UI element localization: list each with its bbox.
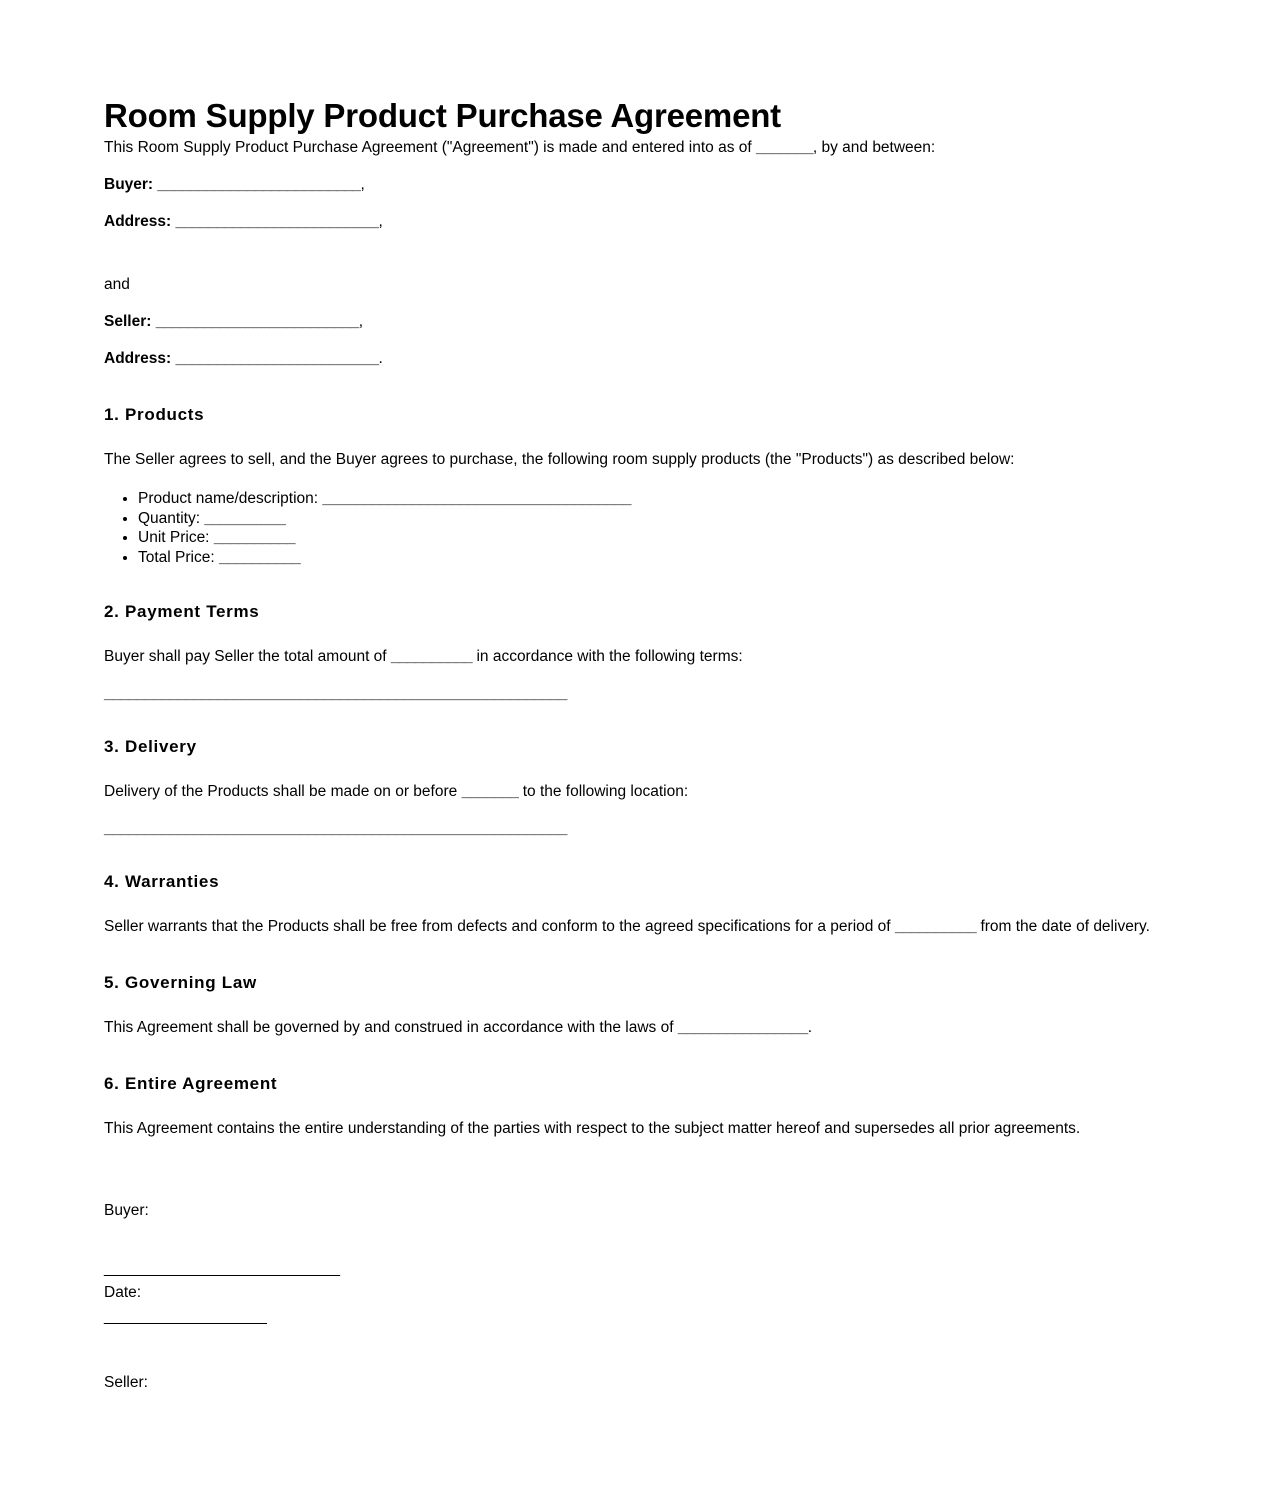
signature-spacer (104, 1223, 1159, 1257)
section-heading-payment-terms: 2. Payment Terms (104, 602, 260, 622)
payment-terms-text-before: Buyer shall pay Seller the total amount of (104, 648, 391, 666)
product-name-label: Product name/description: (138, 489, 323, 507)
list-item (138, 509, 1159, 529)
products-list (104, 489, 1159, 568)
delivery-paragraph (104, 780, 1159, 804)
total-price-label: Total Price: (138, 549, 219, 567)
signature-block (104, 1199, 1159, 1395)
seller-address-line (104, 347, 1159, 371)
page-title: Room Supply Product Purchase Agreement (104, 97, 781, 134)
quantity-blank[interactable]: __________ (204, 509, 286, 527)
buyer-address-label: Address: (104, 212, 172, 230)
unit-price-blank[interactable]: __________ (213, 529, 296, 547)
buyer-signature-rule[interactable]: _____________________________ (104, 1260, 340, 1278)
signature-seller-label: Seller: (104, 1374, 148, 1392)
delivery-text-before: Delivery of the Products shall be made on or before (104, 783, 462, 801)
seller-label: Seller: (104, 312, 152, 330)
delivery-text-after: to the following location: (518, 783, 689, 801)
seller-address-label: Address: (104, 349, 172, 367)
intro-text-after: , by and between: (812, 138, 936, 156)
list-item (138, 548, 1159, 568)
section-heading-delivery: 3. Delivery (104, 737, 197, 757)
payment-terms-text-after: in accordance with the following terms: (472, 648, 743, 666)
section-heading-products: 1. Products (104, 404, 205, 424)
conjunction-and: and (104, 275, 130, 293)
seller-address-punct: . (378, 349, 383, 367)
seller-address-blank[interactable]: _________________________ (175, 349, 379, 367)
seller-line-punct: , (358, 312, 364, 330)
payment-terms-paragraph (104, 645, 1159, 669)
total-price-blank[interactable]: __________ (218, 549, 301, 567)
intro-text-before: This Room Supply Product Purchase Agreement ("Agreement") is made and entered into as of (104, 138, 757, 156)
payment-amount-blank[interactable]: __________ (390, 648, 473, 666)
payment-terms-write-in-rule[interactable]: _________________________________________________________ (104, 685, 567, 703)
buyer-address-punct: , (378, 212, 383, 230)
buyer-date-rule[interactable]: ____________________ (104, 1308, 267, 1326)
warranty-period-blank[interactable]: __________ (894, 918, 977, 936)
governing-law-text-before: This Agreement shall be governed by and construed in accordance with the laws of (104, 1019, 678, 1037)
buyer-address-blank[interactable]: _________________________ (175, 212, 379, 230)
unit-price-label: Unit Price: (138, 529, 214, 547)
buyer-address-line (104, 210, 1159, 234)
governing-law-paragraph (104, 1016, 1159, 1040)
delivery-location-write-in-rule[interactable]: _________________________________________________________ (104, 820, 567, 838)
section-heading-entire-agreement: 6. Entire Agreement (104, 1074, 278, 1094)
product-name-blank[interactable]: ______________________________________ (322, 489, 631, 507)
list-item (138, 528, 1159, 548)
governing-law-text-after: . (807, 1019, 813, 1037)
section-heading-warranties: 4. Warranties (104, 872, 220, 892)
warranties-paragraph (104, 915, 1159, 939)
seller-line (104, 310, 1159, 334)
signature-date-label: Date: (104, 1284, 142, 1302)
agreement-date-blank[interactable]: _______ (756, 138, 813, 156)
governing-law-jurisdiction-blank[interactable]: ________________ (677, 1019, 808, 1037)
buyer-line-punct: , (360, 175, 365, 193)
products-intro: The Seller agrees to sell, and the Buyer agrees to purchase, the following room supply products (the "Products") as described below: (104, 450, 1015, 468)
list-item (138, 489, 1159, 509)
buyer-name-blank[interactable]: _________________________ (157, 175, 361, 193)
delivery-date-blank[interactable]: _______ (461, 783, 519, 801)
seller-name-blank[interactable]: _________________________ (155, 312, 359, 330)
intro-paragraph (104, 136, 1159, 160)
section-heading-governing-law: 5. Governing Law (104, 973, 257, 993)
entire-agreement-paragraph: This Agreement contains the entire understanding of the parties with respect to the subject matter hereof and supersedes all prior agreements. (104, 1120, 1081, 1138)
quantity-label: Quantity: (138, 509, 205, 527)
warranties-text-before: Seller warrants that the Products shall be free from defects and conform to the agreed specifications for a period of (104, 918, 895, 936)
warranties-text-after: from the date of delivery. (976, 918, 1150, 936)
buyer-label: Buyer: (104, 175, 154, 193)
signature-buyer-label: Buyer: (104, 1202, 149, 1220)
buyer-line (104, 173, 1159, 197)
